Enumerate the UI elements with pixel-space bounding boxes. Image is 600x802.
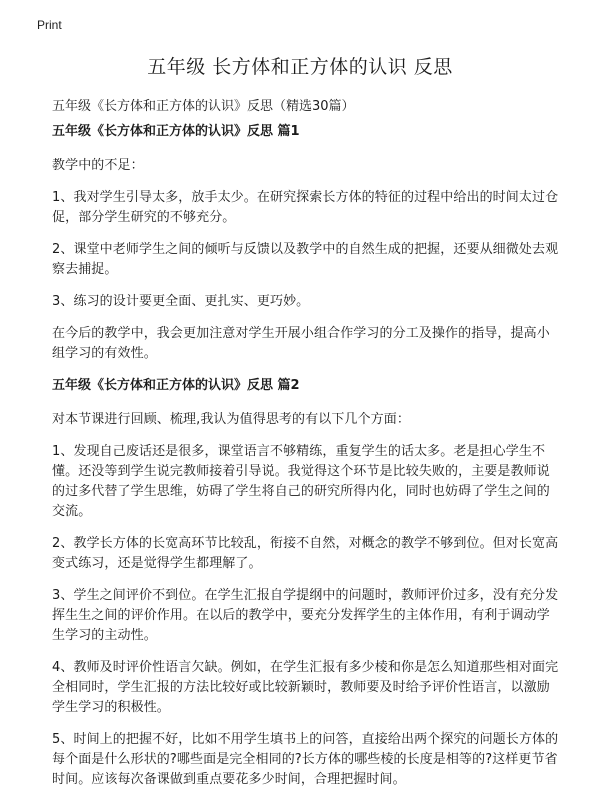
document-body	[52, 122, 562, 802]
document-title: 五年级 长方体和正方体的认识 反思	[147, 56, 453, 78]
paragraph: 3、练习的设计要更全面、更扎实、更巧妙。	[52, 294, 310, 309]
print-link[interactable]: Print	[37, 18, 62, 32]
section-heading: 五年级《长方体和正方体的认识》反思 篇1	[52, 124, 300, 139]
paragraph: 对本节课进行回顾、梳理,我认为值得思考的有以下几个方面：	[52, 412, 410, 427]
paragraph: 1、我对学生引导太多，放手太少。在研究探索长方体的特征的过程中给出的时间太过仓促，部分学生研究的不够充分。	[52, 190, 559, 225]
paragraph: 2、教学长方体的长宽高环节比较乱，衔接不自然，对概念的教学不够到位。但对长宽高变式练习，还是觉得学生都理解了。	[52, 536, 559, 571]
document-subtitle: 五年级《长方体和正方体的认识》反思（精选30篇）	[52, 99, 355, 114]
paragraph: 2、课堂中老师学生之间的倾听与反馈以及教学中的自然生成的把握，还要从细微处去观察去捕捉。	[52, 242, 559, 277]
section-1	[52, 122, 562, 364]
paragraph: 1、发现自己废话还是很多，课堂语言不够精练，重复学生的话太多。老是担心学生不懂。还没等到学生说完教师接着引导说。我觉得这个环节是比较失败的，主要是教师说的过多代替了学生思维，妨碍了学生将自己的研究所得内化，同时也妨碍了学生之间的交流。	[52, 444, 550, 519]
paragraph: 教学中的不足：	[52, 158, 144, 173]
paragraph: 5、时间上的把握不好，比如不用学生填书上的问答，直接给出两个探究的问题长方体的每个面是什么形状的?哪些面是完全相同的?长方体的哪些棱的长度是相等的?这样更节省时间。应该每次备课做到重点要花多少时间，合理把握时间。	[52, 732, 559, 787]
section-2	[52, 376, 562, 790]
paragraph: 4、教师及时评价性语言欠缺。例如，在学生汇报有多少棱和你是怎么知道那些相对面完全相同时，学生汇报的方法比较好或比较新颖时，教师要及时给予评价性语言，以激励学生学习的积极性。	[52, 660, 559, 715]
paragraph: 3、学生之间评价不到位。在学生汇报自学提纲中的问题时，教师评价过多，没有充分发挥生生之间的评价作用。在以后的教学中，要充分发挥学生的主体作用，有利于调动学生学习的主动性。	[52, 588, 559, 643]
section-heading: 五年级《长方体和正方体的认识》反思 篇2	[52, 378, 300, 393]
paragraph: 在今后的教学中，我会更加注意对学生开展小组合作学习的分工及操作的指导，提高小组学习的有效性。	[52, 326, 550, 361]
